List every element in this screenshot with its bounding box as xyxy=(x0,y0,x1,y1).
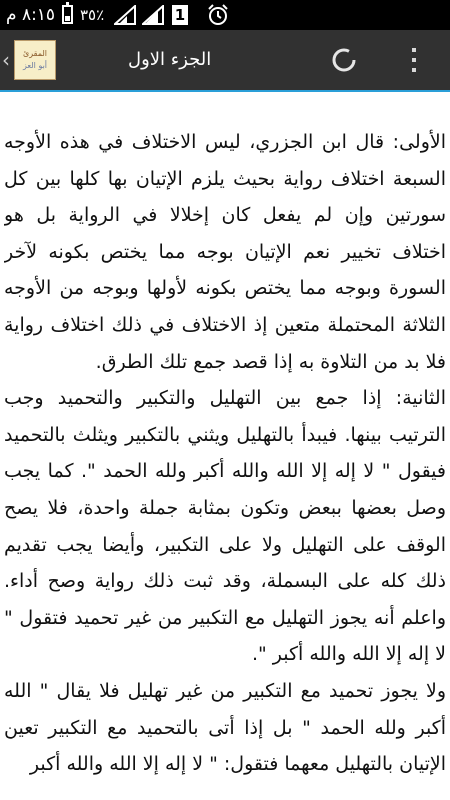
signal-icon-2 xyxy=(142,5,164,25)
app-logo-text-2: أبو العز xyxy=(22,61,48,70)
book-text xyxy=(4,124,446,800)
alarm-icon xyxy=(206,3,230,31)
page-title: الجزء الاول xyxy=(128,49,212,70)
action-bar-divider xyxy=(0,90,450,92)
signal-icon xyxy=(114,5,136,25)
back-chevron-icon[interactable]: ‹ xyxy=(2,48,10,72)
app-logo-text-1: المقرئ xyxy=(22,49,47,58)
paragraph: ولا يجوز تحميد مع التكبير من غير تهليل فلا يقال " الله أكبر ولله الحمد " بل إذا أتى بالتحميد مع التكبير تعين الإتيان بالتهليل معهما فتقول: " لا إله إلا الله والله أكبر xyxy=(4,679,446,776)
overflow-menu-icon[interactable] xyxy=(404,46,424,74)
paragraph: الثانية: إذا جمع بين التهليل والتكبير والتحميد وجب الترتيب بينها. فيبدأ بالتهليل ويثني بالتكبير ويثلث بالتحميد فيقول " لا إله إلا الله والله أكبر ولله الحمد ". كما يجب وصل بعضها ببعض وتكون بمثابة جملة واحدة، فلا يصح الوقف على التهليل ولا على التكبير، وأيضا يجب تقديم ذلك كله على البسملة، وقد ثبت ذلك رواية وصح أداء. واعلم أنه يجوز التهليل مع التكبير من غير تحميد فتقول " لا إله إلا الله والله أكبر ". xyxy=(4,387,446,666)
sim-slot-badge: 1 xyxy=(172,5,188,25)
status-bar xyxy=(0,0,450,30)
app-logo[interactable] xyxy=(14,40,56,80)
clock: ٨:١٥ م xyxy=(6,5,56,25)
paragraph: الأولى: قال ابن الجزري، ليس الاختلاف في هذه الأوجه السبعة اختلاف رواية بحيث يلزم الإتيان بها كلها بين كل سورتين وإن لم يفعل كان إخلالا في الرواية بل هو اختلاف تخيير نعم الإتيان بوجه مما يختص بكونه لآخر السورة وبوجه مما يختص بكونه لأولها وبوجه من الأوجه الثلاثة المحتملة متعين إذ الاختلاف في ذلك اختلاف رواية فلا بد من التلاوة به إذا قصد جمع تلك الطرق. xyxy=(4,131,446,373)
battery-percent: ٣٥٪ xyxy=(80,6,105,24)
loading-spinner-icon xyxy=(330,46,358,74)
action-bar xyxy=(0,30,450,90)
battery-icon xyxy=(62,5,73,24)
